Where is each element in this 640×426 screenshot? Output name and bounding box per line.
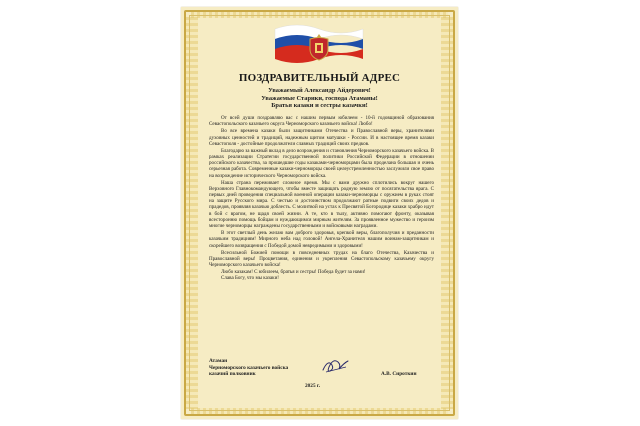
paragraph: Наша страна переживает сложное время. Мы с вами дружно сплотились вокруг нашего Верховного Главнокомандующего, чтобы вместе защищать родную землю от посягательства врага. С первых дней проведения специальной военной операции казаки-черноморцы с оружием в руках стоят на защите Русского мира. С честью и достоинством продолжают ратные подвиги своих дедов и прадедов, проявляя казачью доблесть. С молитвой на устах к Пресвятой Богородице казаки храбро идут в бой с врагом, не щадя своей жизни. А те, кто в тылу, активно помогают фронту, оказывая всесторонню помощь бойцам и нуждающимся мирным жителям. За проявленное мужество и героизм многие черноморцы награждены государственными и войсковыми наградами. <box>209 179 434 229</box>
closing-line: Слава Богу, что мы казаки! <box>221 275 279 282</box>
address-document <box>181 7 458 419</box>
page-title: ПОЗДРАВИТЕЛЬНЫЙ АДРЕС <box>238 72 401 84</box>
signatory-line: казачий полковник <box>209 371 256 378</box>
paragraph: От всей души поздравляю вас с нашим первым юбилеем - 10-й годовщиной образования Севастопольского казачьего округа Черноморского казачьего войска! Любо! <box>209 115 434 128</box>
paragraph: Благодарю за важный вклад в дело возрождения и становления Черноморского казачьего войска. В рамках реализации Стратегии государственной политики Российской Федерации в отношении российского казачества, за прошедшие годы казаками-черноморцами была проделана большая и очень серьезная работа. Современные казаки-черноморцы своей целеустремленностью заслужили свое право на возрождение исторического Черноморского войска. <box>209 147 434 179</box>
salutation-line: Уважаемые Старики, господа Атаманы! <box>261 94 378 102</box>
paragraph: Всесильной Божией помощи в повседневных трудах на благо Отечества, Казачества и Православной веры! Процветания, единения и укрепления Севастопольскому казачьему округу Черноморского казачьего войска! <box>209 249 434 269</box>
paragraph: Во все времена казаки были защитниками Отечества и Православной веры, хранителями духовных ценностей и традиций, надежным щитом матушки - России. И в настоящее время казаки Севастополя - достойные продолжатели славных традиций своих предков. <box>209 128 434 147</box>
signatory-block <box>209 358 288 378</box>
signatory-line: Атаман <box>209 358 228 364</box>
document-year: 2025 г. <box>305 383 321 389</box>
cossack-coat-of-arms-icon <box>307 33 331 61</box>
paragraph: В этот светлый день желаю вам доброго здоровья, крепкой веры, благополучия и преданности казачьим традициям! Мирного неба над головой! Ангела-Хранителя нашим воинам-защитникам и скорейшего возвращения с Победой домой невредимыми и здоровыми! <box>209 230 434 249</box>
salutation <box>181 87 458 110</box>
handwritten-signature <box>320 353 350 375</box>
signatory-name: А.В. Сироткин <box>381 371 417 377</box>
salutation-line: Братья казаки и сестры казачки! <box>271 102 368 110</box>
closing-line: Любо казакам! С юбилеем, братья и сестры! Победа будет за нами! <box>221 269 366 276</box>
salutation-line: Уважаемый Александр Айдерович! <box>268 87 371 94</box>
signatory-line: Черноморского казачьего войска <box>209 364 289 371</box>
address-body <box>209 115 434 282</box>
